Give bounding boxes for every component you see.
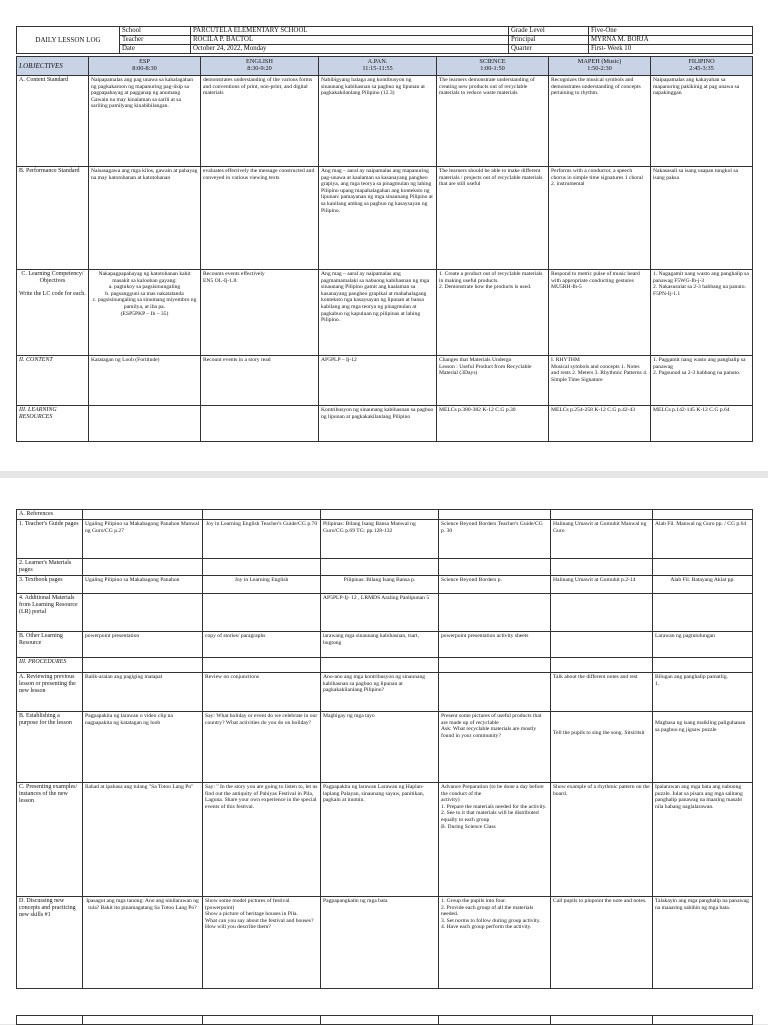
row-textbook-pages (17, 576, 753, 594)
cell-esp: Pagpapakita ng larawan o video clip na nagpapakita ng katatagan ng loob (83, 712, 203, 783)
cell-science: 1. Group the pupils into four. 2. Provide each group of all the materials needed. 3. Set norms to follow during group activity. 4. Have each group perform the activity. (439, 897, 551, 989)
cell-esp: powerpoint presentation (83, 632, 203, 658)
cell-english (203, 559, 321, 576)
row-label: C. Presenting examples/ instances of the new lesson (17, 783, 83, 897)
subject-header-esp: ESP 8:00-8:30 (89, 57, 201, 76)
cell-english (203, 658, 321, 673)
row-learners-materials (17, 559, 753, 576)
cell-science: Advance Preparation (to be done a day before the conduct of the activity) 1. Prepare the materials needed for the activity. 2. See to it that materials will be distributed equally to each group B. During Science Class (439, 783, 551, 897)
cell-esp: Katatagan ng Loob (Fortitude) (89, 356, 201, 406)
cell-english: Joy in Learning English (203, 576, 321, 594)
cell-esp (89, 406, 201, 442)
row-label: A. Content Standard (17, 76, 89, 167)
cell-english (203, 594, 321, 632)
cell-english: copy of stories/ paragraphs (203, 632, 321, 658)
page-1 (0, 0, 768, 471)
row-procedures (17, 658, 753, 673)
row-label: 1. Teacher's Guide pages (17, 520, 83, 559)
cell-apan: AP5PLP-Ij- 12 , LRMDS Araling Panlipunan 5 (321, 594, 439, 632)
row-label: III. LEARNING RESOURCES (17, 406, 89, 442)
cell-esp (83, 510, 203, 520)
cell-filipino (653, 510, 753, 520)
row-label: III. PROCEDURES (17, 658, 83, 673)
grade-label: Grade Level (509, 27, 589, 36)
cell-apan: Pilipinas: Bilang Isang Bansa Manwal ng Guro/CG p.69 TG: pp.128-132 (321, 520, 439, 559)
cell-english: Show some model pictures of festival (powerpoint) Show a picture of heritage houses in Pila. What can you say about the festival and houses? How will you describe them? (203, 897, 321, 989)
cell-esp: Ugaling Pilipino sa Makabagong Panahon (83, 576, 203, 594)
cell-mapeh: Talk about the different notes and rest (551, 673, 653, 712)
row-label-text: C. Learning Competency/ Objectives (21, 271, 84, 284)
table-row (17, 1016, 753, 1025)
cell-filipino: Alab Fil. Batayang Aklat pp. (653, 576, 753, 594)
cell-science (439, 673, 551, 712)
cell-apan: Pagpapakita ng larawan Larawan ng Haplan-laplang Palayan, sinaunang sayaw, panitikan, pagkain at inumin. (321, 783, 439, 897)
cell-mapeh (551, 594, 653, 632)
cell-filipino: MELCs p.142-145 K-12 C.G p.64 (651, 406, 753, 442)
row-label: B. Establishing a purpose for the lesson (17, 712, 83, 783)
row-label: A. Reviewing previous lesson or presenting the new lesson (17, 673, 83, 712)
row-label: II. CONTENT (17, 356, 89, 406)
cell-esp: Ugaling Pilipino sa Makabagong Panahon Manwal ng Guro/CG p.27 (83, 520, 203, 559)
cell-apan: Pilipinas: Bilang Isang Bansa p. (321, 576, 439, 594)
row-additional-materials (17, 594, 753, 632)
cell-science: MELCs p.380-382 K-12 C.G p.30 (437, 406, 549, 442)
cell-mapeh (551, 632, 653, 658)
cell-mapeh: I. RHYTHM Musical symbols and concepts 1. Notes and rests 2. Meters 3. Rhythmic Patterns 4. Simple Time Signature (549, 356, 651, 406)
row-performance-standard (17, 167, 753, 270)
row-label: B. Other Learning Resource (17, 632, 83, 658)
page-2 (0, 478, 768, 1024)
cell-apan: Ano-ano ang mga kontribusyon ng sinaunang kabihasnan sa pagbuo ng lipunan at pagkakakilanlang Pilipino? (321, 673, 439, 712)
cell-mapeh: Tell the pupils to sing the song. Sitsiritsit (551, 712, 653, 783)
cell-english (203, 510, 321, 520)
cell-science: Science Beyond Borders p. (439, 576, 551, 594)
cell-english: evaluates effectively the message constructed and conveyed in various viewing texts (201, 167, 319, 270)
cell-english: Recounts events effectively EN5 OL-Ij-1.8. (201, 270, 319, 356)
row-presenting-examples (17, 783, 753, 897)
cell-science: The learners should be able to make different materials / projects out of recyclable materials that are still useful (437, 167, 549, 270)
teacher-label: Teacher (120, 36, 191, 45)
cell-filipino: 1. Paggamit nang wasto ang panghalip sa panawag 2. Pagsunod sa 2-3 habbang na panuto. (651, 356, 753, 406)
cell-esp (83, 594, 203, 632)
header-table (16, 26, 753, 54)
row-establishing-purpose (17, 712, 753, 783)
principal-label: Principal (509, 36, 589, 45)
objectives-label: I.OBJECTIVES (17, 57, 89, 76)
cell-apan: Nabibigyang halaga ang kontibusyon ng sinaunang kabihasnan sa pagbuo ng lipunan at pagkakakilanlang Pilipino (12.3) (319, 76, 437, 167)
cell-apan (321, 559, 439, 576)
cell-mapeh: Respond to metric pulse of music heard with appropriate conducting gestures MU5RH-Ih-5 (549, 270, 651, 356)
cell-filipino: Naipapamalas ang kakayahan sa mapanuring pakikinig at pag unawa sa napakinggan (651, 76, 753, 167)
cell-filipino: Ipalarawan ang mga bata ang nabuong puzzle. Iulat sa pisara ang mga salitang panghalip panawag na maaring masabi nila habang naglalarawan. (653, 783, 753, 897)
cell-apan: Ang mag – aaral ay naipamalas ang mapanuring pag-unawa at kaalaman sa kasanayang pangheo grapiya, ang mga teorya sa pinagmulan ng lahing Pilipino upang mapahalagahan ang konteksto ng lipunan/ pamayanan ng mga sinaunang Pilipino at sa kanilang ambag sa pagbuo ng kasaysayan ng Pilipino. (319, 167, 437, 270)
cell-filipino: Larawan ng pagtutulungan (653, 632, 753, 658)
row-discussing-concepts (17, 897, 753, 989)
row-label: D. Discussing new concepts and practicing new skills #1 (17, 897, 83, 989)
cell-english: Say: What holiday or event do we celebrate in our country? What activities do you do on holiday? (203, 712, 321, 783)
subject-header-apan: A.PAN. 11:15-11:55 (319, 57, 437, 76)
cell-esp: Ipasagot ang mga tanong: Ano ang ninilarawan ng tula? Bakit ito pinamagatang Sa Totoo Lang Po? (83, 897, 203, 989)
row-label: 3. Textbook pages (17, 576, 83, 594)
row-reviewing (17, 673, 753, 712)
school-label: School (120, 27, 191, 36)
row-learning-resources (17, 406, 753, 442)
cell-mapeh: MELCs p.254-258 K-12 C.G p.42-43 (549, 406, 651, 442)
cell-filipino (653, 594, 753, 632)
subject-header-mapeh: MAPEH (Music) 1:50-2:30 (549, 57, 651, 76)
cell-esp: Naisasagawa ang mga kilos, gawain at pahayag na may katotohanan at katotohanan (89, 167, 201, 270)
principal-value: MYRNA M. BORJA (589, 36, 753, 45)
cell-filipino: Magbasa ng isang maikling paliguhanan sa pagbuo ng jigsaw puzzle (653, 712, 753, 783)
row-label (17, 270, 89, 356)
quarter-label: Quarter (509, 45, 589, 54)
cell-esp: Naipapamalas ang pag unawa sa kahalagahan ng pagkakaroon ng mapanuring pag-iisip sa pagpapahayag at pagganap ng anumang Gawain na may kinalaman sa sarili at sa sariling pamilyang kinabibilangan. (89, 76, 201, 167)
cell-mapeh (551, 510, 653, 520)
subject-header-filipino: FILIPINO 2:45-3:35 (651, 57, 753, 76)
subject-header-science: SCIENCE 1:00-1:50 (437, 57, 549, 76)
cell-filipino: Alab Fil. Manwal ng Guro pp. / CG p.64 (653, 520, 753, 559)
cell-filipino: Nakasasali sa isang usapan tungkol sa isang paksa (651, 167, 753, 270)
cell-esp: Ilahad at ipabasa ang tulang "Sa Totoo Lang Po" (83, 783, 203, 897)
cell-science (439, 559, 551, 576)
subject-header-english: ENGLISH 8:30-9:20 (201, 57, 319, 76)
cell-english: Joy in Learning English Teacher's Guide/CG p.70 (203, 520, 321, 559)
cell-mapeh: Halinang Umawit at Gumuhit p.2-14 (551, 576, 653, 594)
row-content-standard (17, 76, 753, 167)
cell-mapeh: Performs with a conductor, a speech chorus in simple time signatures 1 choral 2. instrumental (549, 167, 651, 270)
cell-filipino (653, 559, 753, 576)
cell-mapeh (551, 559, 653, 576)
cell-esp: Nakapagpapahayag ng katotohanan kahit masakit sa kalooban gayang: a. pagtukoy sa pagsisinungaling b. pagsangguni sa mas nakatatanda c. pagsisinungaling sa sinumang miyembro ng pamilya, at iba pa. (ESP5PKP – Ih – 35) (89, 270, 201, 356)
cell-mapeh (551, 658, 653, 673)
cell-apan (321, 510, 439, 520)
cell-mapeh: Show example of a rhythmic pattern on the board. (551, 783, 653, 897)
objectives-table (16, 56, 753, 442)
cell-science: 1. Create a product out of recyclable materials in making useful products. 2. Demonstrate how the products is used. (437, 270, 549, 356)
cell-mapeh: Call pupils to pinpoint the note and notes. (551, 897, 653, 989)
dll-title: DAILY LESSON LOG (17, 27, 120, 54)
cell-science (439, 510, 551, 520)
row-learning-competency (17, 270, 753, 356)
grade-value: Five-One (589, 27, 753, 36)
cell-esp (83, 559, 203, 576)
row-references (17, 510, 753, 520)
cell-filipino: 1. Nagagamit nang wasto ang panghalip sa panawag F5WG-Ih-j-3 2. Nakasusulat sa 2-3 habbang na panuto. F5PN-Ij-1.1 (651, 270, 753, 356)
cell-apan: Magbigay ng mga tayo (321, 712, 439, 783)
school-value: PARCUTELA ELEMENTARY SCHOOL (191, 27, 509, 36)
cell-science: Science Beyond Borders Teacher's Guide/CG p. 30 (439, 520, 551, 559)
cell-science: The learners demonstrate understanding of creating new products out of recyclable materials to reduce waste materials (437, 76, 549, 167)
cell-science: Changes that Materials Undergo Lesson : Useful Product from Recyclable Material (3Days) (437, 356, 549, 406)
cell-filipino (653, 658, 753, 673)
cell-esp: Balik-aralan ang pagiging matapat (83, 673, 203, 712)
cell-mapeh: Recognizes the musical symbols and demonstrates understanding of concepts pertaining to rhythm. (549, 76, 651, 167)
cell-filipino: Bilugan ang panghalip pamatlig. 1. (653, 673, 753, 712)
cell-apan: larawang mga sinaunang kabihasnan, tsart, bugtong (321, 632, 439, 658)
row-teachers-guide (17, 520, 753, 559)
cell-science: Present some pictures of useful products that are made up of recyclable Ask: What recyclable materials are mostly found in your community? (439, 712, 551, 783)
row-other-resources (17, 632, 753, 658)
row-label: 4. Additional Materials from Learning Resource (LR) portal (17, 594, 83, 632)
cell-apan: Ang mag – aaral ay naipamalas ang pagmamamalaki sa nabuong kabihasnan ng mga sinaunang Pilipino gamit ang kaalaman sa kasanayang pangheo grapikal at mahahalagang konteksto nga kasaysayan ng lipunan at bansa kabilang ang mga teorya ng pinagmulan at pagkabuo ng kapuluan ng pilipinas at lahing Pilipino. (319, 270, 437, 356)
cell-science (439, 658, 551, 673)
cell-science (439, 594, 551, 632)
cell-apan (321, 658, 439, 673)
quarter-value: First- Week 10 (589, 45, 753, 54)
row-content (17, 356, 753, 406)
cell-english (201, 406, 319, 442)
row-label-note: Write the LC code for each. (19, 291, 86, 297)
cell-english: Say: " In the story you are going to listen to, let us find out the antiquity of Pahiyas Festival in Pila, Laguna. Share your own experience in the special events of this festival. (203, 783, 321, 897)
procedures-table (16, 509, 753, 989)
date-value: October 24, 2022, Monday (191, 45, 509, 54)
row-label: B. Performance Standard (17, 167, 89, 270)
row-label: A. References (17, 510, 83, 520)
cell-english: demonstrates understanding of the various forms and conventions of print, non-print, and digital materials (201, 76, 319, 167)
cell-apan: AP5PLP – Ij-12 (319, 356, 437, 406)
cell-apan: Pagpapangkatin ng mga bata (321, 897, 439, 989)
cell-apan: Kontribusyon ng sinaunang kabihasnan sa pagbuo ng lipunan at pagkakakilanlang Pilipino (319, 406, 437, 442)
cell-filipino: Talakayin ang mga panghalip na panawag na maaaring sabihin ng mga bata. (653, 897, 753, 989)
cell-science: powerpoint presentation activity sheets (439, 632, 551, 658)
teacher-value: ROCILA P. BACTOL (191, 36, 509, 45)
cell-mapeh: Halinang Umawit at Gumuhit Manwal ng Guro (551, 520, 653, 559)
cell-english: Review on conjunctions (203, 673, 321, 712)
cell-esp (83, 658, 203, 673)
date-label: Date (120, 45, 191, 54)
cell-english: Recount events in a story read (201, 356, 319, 406)
row-label: 2. Learner's Materials pages (17, 559, 83, 576)
